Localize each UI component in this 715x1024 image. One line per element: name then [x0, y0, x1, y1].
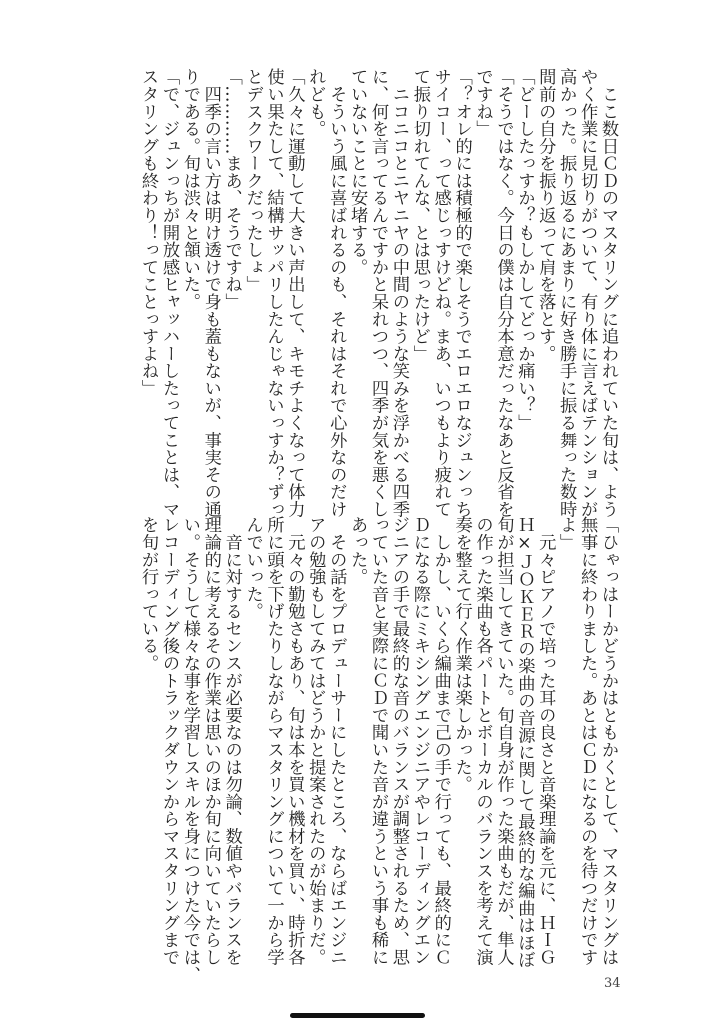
text-column: 間前の自分を振り返って肩を落とす。 — [535, 68, 556, 362]
text-column: ジニアの手で最終的な音のバランスが調整されるため、思 — [388, 516, 409, 966]
text-column: スタリングも終わり！ってことっすよね」 — [138, 68, 159, 397]
home-indicator[interactable] — [290, 1013, 425, 1018]
text-column: 「どーしたっすか？もしかしてどっか痛い？」 — [514, 68, 535, 432]
text-block-bottom — [137, 516, 618, 986]
text-column: しかし、いくら編曲まで己の手で行っても、最終的にＣ — [430, 516, 451, 966]
text-column: アの勉強もしてみてはどうかと提案されたのが始まりだ。 — [305, 516, 326, 966]
text-column: ていないことに安堵する。 — [347, 68, 368, 276]
text-column: ですね」 — [472, 68, 493, 138]
text-column: 「？オレ的には積極的で楽しそうでエロエロなジュンっち — [451, 68, 472, 518]
text-column: 元々の勤勉さもあり、旬は本を買い機材を買い、時折各 — [284, 516, 305, 966]
text-column: サイコー、って感じっすけどね。まあ、いつもより疲れて — [430, 68, 451, 518]
text-column: ニコニコとニヤニヤの中間のような笑みを浮かべる四季 — [388, 68, 409, 518]
text-column: 理論的に考えるその作業は思いのほか旬に向いていたらし — [200, 516, 221, 966]
text-column: Ｄになる際にミキシングエンジニアやレコーディングエン — [409, 516, 430, 966]
text-column: そういう風に喜ばれるのも、それはそれで心外なのだけ — [326, 68, 347, 518]
text-column: 四季の言い方は明け透けで身も蓋もないが、事実その通 — [200, 68, 221, 518]
text-block-top — [137, 68, 618, 518]
text-column: 所に頭を下げたりしながらマスタリングについて一から学 — [263, 516, 284, 966]
text-column: に、何を言ってるんですかと呆れつつ、四季が気を悪くし — [368, 68, 389, 518]
text-column: 旬が担当してきていた。旬自身が作った楽曲もだが、隼人 — [493, 516, 514, 966]
text-column: 「…………まあ、そうですね」 — [221, 68, 242, 311]
text-column: 音に対するセンスが必要なのは勿論、数値やバランスを — [221, 516, 242, 966]
text-column: とデスクワークだったしょ」 — [242, 68, 263, 293]
text-column: 「ひゃっはーかどうかはともかくとして、マスタリングは — [598, 516, 618, 966]
text-column: よ」 — [556, 516, 577, 551]
text-column: 高かった。振り返るにあまりに好き勝手に振る舞った数時 — [556, 68, 577, 518]
text-column: っていた音と実際にＣＤで聞いた音が違うという事も稀に — [368, 516, 389, 966]
text-column: 元々ピアノで培った耳の良さと音楽理論を元に、ＨＩＧ — [535, 516, 556, 966]
text-column: 奏を整えて行く作業は楽しかった。 — [451, 516, 472, 793]
text-column: 使い果たして、結構サッパリしたんじゃないっすか？ずっ — [263, 68, 284, 518]
text-column: その話をプロデューサーにしたところ、ならばエンジニ — [326, 516, 347, 966]
text-column: 無事に終わりました。あとはＣＤになるのを待つだけです — [577, 516, 598, 966]
text-column: 「そうではなく。今日の僕は自分本意だったなあと反省を — [493, 68, 514, 518]
text-column: れども。 — [305, 68, 326, 138]
text-column: やく作業に見切りがついて、有り体に言えばテンションが — [577, 68, 598, 518]
text-column: レコーディング後のトラックダウンからマスタリングまで — [158, 516, 179, 966]
text-column: て振り切れてんな、とは思ったけど」 — [409, 68, 430, 362]
text-column: あった。 — [347, 516, 368, 586]
text-column: りである。旬は渋々と頷いた。 — [179, 68, 200, 311]
page-number: 34 — [604, 976, 621, 991]
text-column: の作った楽曲も各パートとボーカルのバランスを考えて演 — [472, 516, 493, 966]
text-column: 「久々に運動して大きい声出して、キモチよくなって体力 — [284, 68, 305, 518]
text-column: を旬が行っている。 — [138, 516, 159, 672]
text-column: Ｈ×ＪＯＫＥＲの楽曲の音源に関して最終的な編曲はほぼ — [514, 516, 535, 969]
text-column: んでいった。 — [242, 516, 263, 620]
text-column: ここ数日ＣＤのマスタリングに追われていた旬は、よう — [598, 68, 618, 518]
text-column: い。そうして様々な事を学習しスキルを身につけた今では、 — [179, 516, 200, 983]
text-column: 「で、ジュンっちが開放感ヒャッハーしたってことは、マ — [158, 68, 179, 518]
